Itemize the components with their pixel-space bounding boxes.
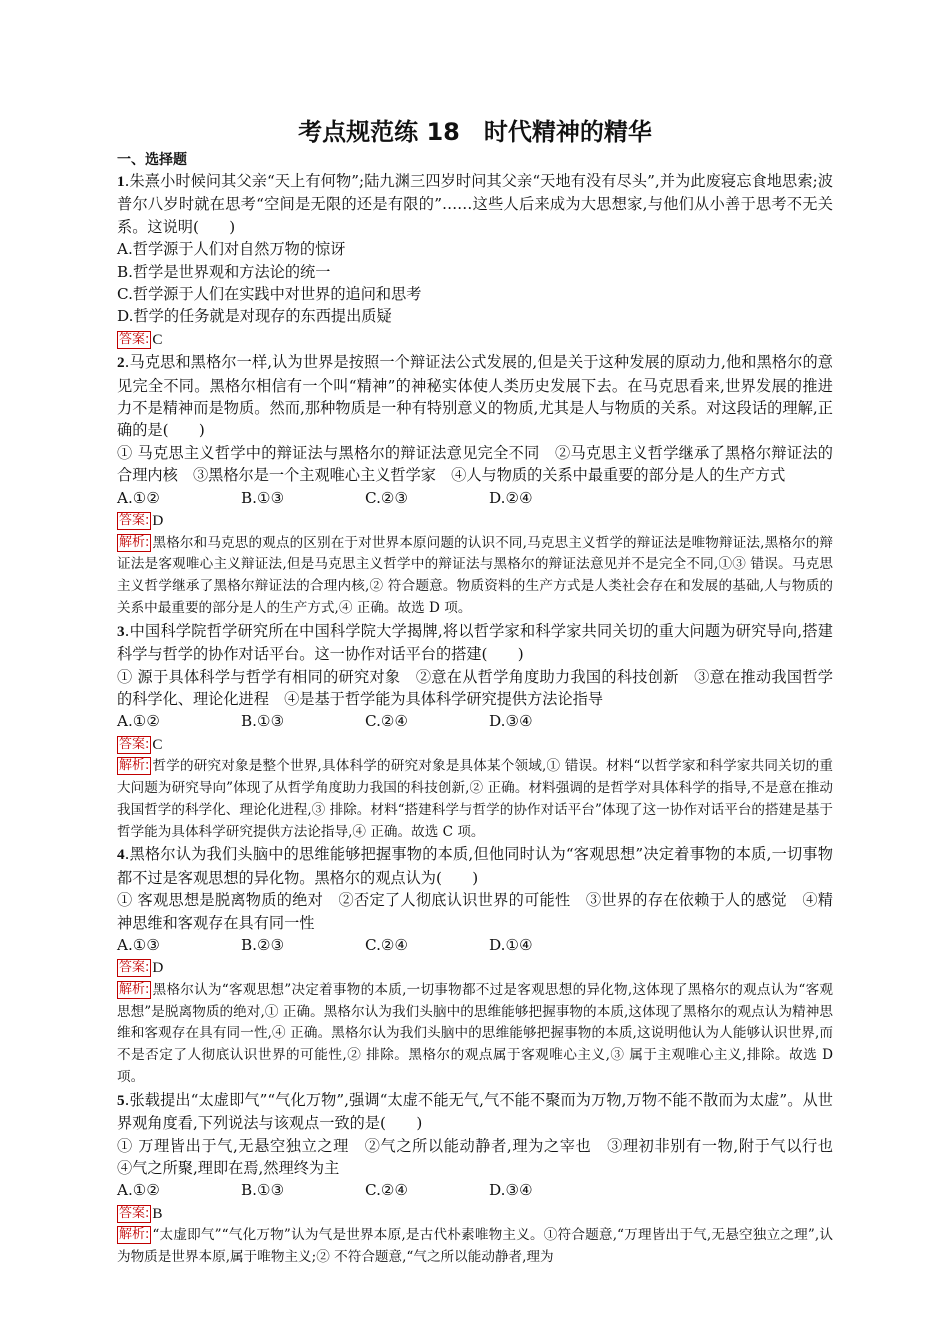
options-row (117, 710, 833, 732)
option-b: B.哲学是世界观和方法论的统一 (117, 262, 331, 281)
option-d: D.②④ (489, 488, 533, 507)
question-statements: ① 源于具体科学与哲学有相同的研究对象 ②意在从哲学角度助力我国的科技创新 ③意在推动我国哲学的科学化、理论化进程 ④是基于哲学能为具体科学研究提供方法论指导 (117, 667, 833, 708)
answer-value: C (152, 330, 163, 348)
question-5 (117, 1089, 849, 1269)
question-number: 2 (117, 354, 125, 372)
explanation-tag: 解析: (119, 1227, 150, 1243)
answer-line (117, 328, 833, 351)
question-stem (117, 170, 833, 238)
answer-tag: 答案: (119, 331, 150, 347)
question-1 (117, 170, 833, 351)
explanation (117, 533, 833, 620)
option-d: D.①④ (489, 935, 533, 954)
question-stem (117, 620, 833, 666)
answer-line (117, 509, 833, 532)
answer-value: C (152, 735, 163, 753)
option-c: C.②④ (365, 1181, 409, 1200)
explanation-tag: 解析: (119, 981, 150, 997)
option-a: A.①② (117, 1181, 161, 1200)
explanation-tag: 解析: (119, 534, 150, 550)
explanation (117, 980, 833, 1089)
answer-value: D (152, 512, 164, 530)
question-text: .张载提出“太虚即气”“气化万物”,强调“太虚不能无气,气不能不聚而为万物,万物不能不散而为太虚”。从世界观角度看,下列说法与该观点一致的是( ) (117, 1090, 833, 1133)
answer-tag: 答案: (119, 513, 150, 529)
page-title: 考点规范练 18 时代精神的精华 (298, 118, 652, 146)
explanation-text: 哲学的研究对象是整个世界,具体科学的研究对象是具体某个领域,① 错误。材料“以哲学家和科学家共同关切的重大问题为研究导向”体现了从哲学角度助力我国的科技创新,② 正确。材料强调的是哲学对具体科学的指导,不是意在推动我国哲学的科学化、理论化进程,③ 排除。材料“搭建科学与哲学的协作对话平台”体现了这一协作对话平台的搭建是基于哲学能为具体科学研究提供方法论指导,④ 正确。故选 C 项。 (117, 758, 833, 840)
explanation-text: “太虚即气”“气化万物”认为气是世界本原,是古代朴素唯物主义。①符合题意,“万理皆出于气,无悬空独立之理”,认为物质是世界本原,属于唯物主义;② 不符合题意,“气之所以能动静者,理为 (117, 1227, 833, 1265)
option-a: A.①② (117, 712, 161, 731)
option-d: D.③④ (489, 712, 533, 731)
question-stem (117, 351, 833, 442)
option-b: B.①③ (241, 712, 285, 731)
option-a: A.哲学源于人们对自然万物的惊讶 (117, 240, 346, 259)
explanation (117, 756, 833, 843)
option-c: C.②③ (365, 488, 409, 507)
option-d: D.哲学的任务就是对现存的东西提出质疑 (117, 307, 392, 326)
section-heading: 一、选择题 (117, 152, 187, 168)
answer-line (117, 733, 833, 756)
option-b: B.①③ (241, 488, 285, 507)
question-statements: ① 客观思想是脱离物质的绝对 ②否定了人彻底认识世界的可能性 ③世界的存在依赖于人的感觉 ④精神思维和客观存在具有同一性 (117, 891, 833, 932)
answer-tag: 答案: (119, 960, 150, 976)
options-row (117, 487, 833, 509)
question-number: 3 (117, 622, 125, 640)
option-b: B.①③ (241, 1181, 285, 1200)
answer-tag: 答案: (119, 736, 150, 752)
question-stem (117, 1089, 833, 1135)
question-statements: ① 马克思主义哲学中的辩证法与黑格尔的辩证法意见完全不同 ②马克思主义哲学继承了黑格尔辩证法的合理内核 ③黑格尔是一个主观唯心主义哲学家 ④人与物质的关系中最重要的部分是人的生产方式 (117, 443, 833, 485)
answer-line (117, 956, 833, 979)
option-b: B.②③ (241, 935, 285, 954)
option-c: C.②④ (365, 935, 409, 954)
explanation-text: 黑格尔和马克思的观点的区别在于对世界本原问题的认识不同,马克思主义哲学的辩证法是唯物辩证法,黑格尔的辩证法是客观唯心主义辩证法,但是马克思主义哲学中的辩证法与黑格尔的辩证法意见并不是完全不同,①③ 错误。马克思主义哲学继承了黑格尔辩证法的合理内核,② 符合题意。物质资料的生产方式是人类社会存在和发展的基础,人与物质的关系中最重要的部分是人的生产方式,④ 正确。故选 D 项。 (117, 534, 833, 616)
question-text: .黑格尔认为我们头脑中的思维能够把握事物的本质,但他同时认为“客观思想”决定着事物的本质,一切事物都不过是客观思想的异化物。黑格尔的观点认为( ) (117, 845, 833, 887)
question-text: .朱熹小时候问其父亲“天上有何物”;陆九渊三四岁时问其父亲“天地有没有尽头”,并为此废寝忘食地思索;波普尔八岁时就在思考“空间是无限的还是有限的”……这些人后来成为大思想家,与他们从小善于思考不无关系。这说明( ) (117, 172, 833, 236)
question-4 (117, 843, 833, 1088)
question-3 (117, 620, 833, 844)
answer-tag: 答案: (119, 1205, 150, 1221)
option-c: C.哲学源于人们在实践中对世界的追问和思考 (117, 285, 422, 304)
option-a: A.①③ (117, 935, 161, 954)
explanation-text: 黑格尔认为“客观思想”决定着事物的本质,一切事物都不过是客观思想的异化物,这体现了黑格尔的观点认为“客观思想”是脱离物质的绝对,① 正确。黑格尔认为我们头脑中的思维能够把握事物的本质,这体现了黑格尔的观点认为精神思维和客观存在具有同一性,④ 正确。黑格尔认为我们头脑中的思维能够把握事物的本质,这说明他认为人能够认识世界,而不是否定了人彻底认识世界的可能性,② 排除。黑格尔的观点属于客观唯心主义,③ 属于主观唯心主义,排除。故选 D 项。 (117, 981, 833, 1085)
questions-area (117, 170, 849, 1269)
option-d: D.③④ (489, 1181, 533, 1200)
explanation (117, 1225, 833, 1269)
question-number: 1 (117, 173, 125, 190)
answer-line (117, 1202, 833, 1225)
question-2 (117, 351, 833, 619)
options-row (117, 934, 833, 956)
question-number: 4 (117, 846, 125, 864)
question-text: .马克思和黑格尔一样,认为世界是按照一个辩证法公式发展的,但是关于这种发展的原动力,他和黑格尔的意见完全不同。黑格尔相信有一个叫“精神”的神秘实体使人类历史发展下去。在马克思看来,世界发展的推进力不是精神而是物质。然而,那种物质是一种有特别意义的物质,尤其是人与物质的关系。对这段话的理解,正确的是( ) (117, 353, 833, 440)
option-c: C.②④ (365, 712, 409, 731)
option-a: A.①② (117, 488, 161, 507)
question-number: 5 (117, 1091, 125, 1109)
question-stem (117, 843, 833, 889)
answer-value: D (152, 959, 164, 977)
question-statements: ① 万理皆出于气,无悬空独立之理 ②气之所以能动静者,理为之宰也 ③理初非别有一物,附于气以行也 ④气之所聚,理即在焉,然理终为主 (117, 1136, 849, 1177)
answer-value: B (152, 1204, 163, 1222)
question-text: .中国科学院哲学研究所在中国科学院大学揭牌,将以哲学家和科学家共同关切的重大问题为研究导向,搭建科学与哲学的协作对话平台。这一协作对话平台的搭建( ) (117, 621, 833, 664)
options-row (117, 1179, 833, 1201)
explanation-tag: 解析: (119, 758, 150, 774)
